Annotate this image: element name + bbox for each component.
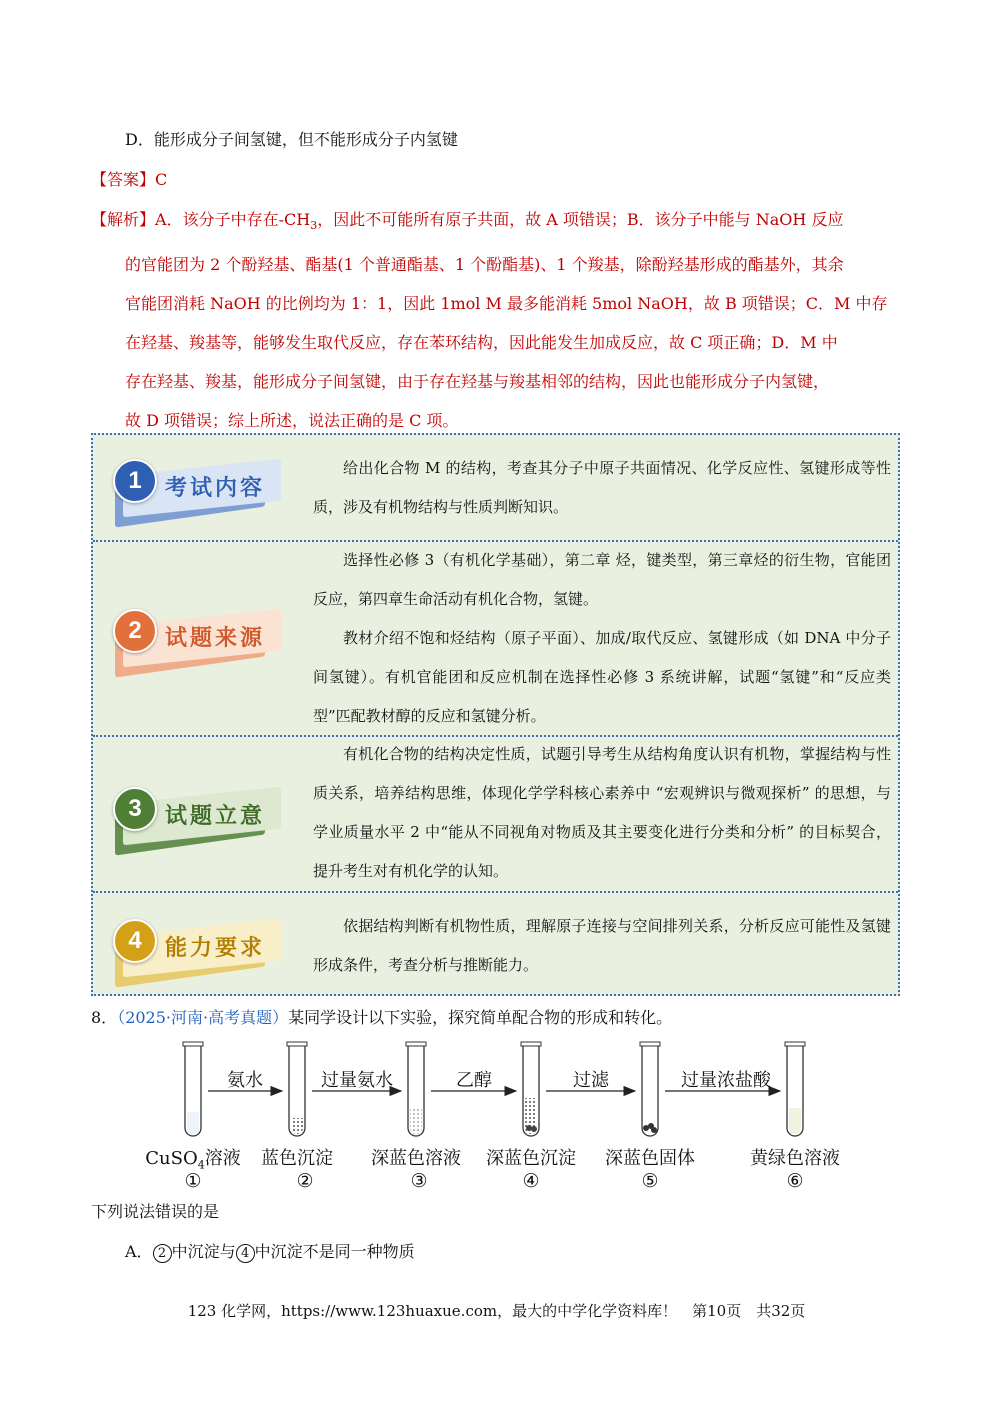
tube-1 (183, 1042, 203, 1136)
question-source: （2025·河南·高考真题） (117, 1008, 289, 1027)
circled-number: 4 (236, 1244, 255, 1263)
row-text-question-intent (313, 735, 891, 891)
row-text-question-source (313, 541, 891, 736)
badge-label: 试题来源 (165, 625, 266, 651)
tube-label-2: 蓝色沉淀 (261, 1148, 333, 1169)
option-a-text-2: 中沉淀不是同一种物质 (254, 1242, 415, 1261)
row-text-ability-requirement (313, 907, 891, 985)
page-footer: 123 化学网，https://www.123huaxue.com，最大的中学化学资料库！ 第10页 共32页 (187, 1302, 806, 1320)
badge-label: 考试内容 (165, 475, 266, 501)
tube-number-2: ② (296, 1170, 314, 1192)
tube-number-5: ⑤ (641, 1170, 659, 1192)
explanation-line-1b: ，因此不可能所有原子共面，故 A 项错误；B．该分子中能与 NaOH 反应 (317, 210, 844, 229)
tube-label-6: 黄绿色溶液 (750, 1148, 840, 1169)
explanation-line-1a: A．该分子中存在-CH (155, 210, 311, 229)
tube-label-3: 深蓝色溶液 (371, 1148, 461, 1169)
arrow-label-3: 乙醇 (456, 1070, 492, 1091)
option-a (125, 1242, 415, 1263)
explanation-line-6: 故 D 项错误；综上所述，说法正确的是 C 项。 (125, 411, 459, 431)
explanation-line-4: 在羟基、羧基等，能够发生取代反应，存在苯环结构，因此能发生加成反应，故 C 项正确；D．M 中 (125, 333, 838, 353)
answer-value: C (155, 170, 168, 189)
tube-5 (640, 1042, 660, 1136)
question-prompt: 下列说法错误的是 (91, 1202, 220, 1221)
question-8 (91, 1008, 672, 1028)
arrow-label-1: 氨水 (227, 1070, 263, 1091)
row-paragraph: 有机化合物的结构决定性质，试题引导考生从结构角度认识有机物，掌握结构与性质关系，培养结构思维，体现化学学科核心素养中 “宏观辨识与微观探析” 的思想，与学业质量水平 2 中“能从不同视角对物质及其主要变化进行分类和分析” 的目标契合，提升考生对有机化学的认知。 (313, 745, 891, 880)
tube-label-4: 深蓝色沉淀 (486, 1148, 576, 1169)
arrow-label-2: 过量氨水 (321, 1070, 393, 1091)
answer-tag: 【答案】 (91, 170, 156, 189)
tube-number-4: ④ (522, 1170, 540, 1192)
tube-label-sub: 4 (197, 1158, 205, 1172)
row-divider (93, 891, 898, 893)
arrow-label-4: 过滤 (573, 1070, 609, 1091)
tube-label-main: CuSO (145, 1148, 198, 1169)
option-a-prefix: A． (125, 1242, 153, 1261)
row-paragraph: 选择性必修 3（有机化学基础），第二章 烃，键类型，第三章烃的衍生物，官能团反应，第四章生命活动有机化合物，氢键。 (313, 551, 891, 608)
arrow-label-5: 过量浓盐酸 (681, 1070, 771, 1091)
explanation (91, 200, 901, 440)
tube-number-3: ③ (410, 1170, 428, 1192)
explanation-line-5: 存在羟基、羧基，能形成分子间氢键，由于存在羟基与羧基相邻的结构，因此也能形成分子内氢键， (125, 372, 830, 392)
badge-ability-requirement (113, 915, 281, 975)
badge-label: 试题立意 (165, 803, 266, 829)
question-number: 8． (91, 1008, 118, 1027)
badge-question-intent (113, 783, 281, 843)
tube-number-1: ① (184, 1170, 202, 1192)
badge-question-source (113, 605, 281, 665)
badge-exam-content (113, 455, 281, 515)
tube-label-5: 深蓝色固体 (605, 1148, 695, 1169)
ch3-subscript: 3 (310, 219, 318, 233)
explanation-line-2: 的官能团为 2 个酚羟基、酯基(1 个普通酯基、1 个酚酯基)、1 个羧基，除酚羟基形成的酯基外，其余 (125, 255, 844, 275)
analysis-box (91, 433, 900, 996)
answer-line (91, 170, 167, 190)
badge-number: 4 (113, 919, 157, 963)
tube-3 (406, 1042, 426, 1136)
explanation-tag: 【解析】 (91, 210, 156, 229)
tube-number-6: ⑥ (786, 1170, 804, 1192)
badge-number: 2 (113, 609, 157, 653)
tube-6 (785, 1042, 805, 1136)
row-text-exam-content (313, 449, 891, 527)
badge-label: 能力要求 (165, 935, 266, 961)
row-paragraph: 给出化合物 M 的结构，考查其分子中原子共面情况、化学反应性、氢键形成等性质，涉及有机物结构与性质判断知识。 (313, 459, 891, 516)
option-a-text-1: 中沉淀与 (171, 1242, 236, 1261)
tube-label-1 (145, 1144, 240, 1172)
option-d: D．能形成分子间氢键，但不能形成分子内氢键 (125, 130, 458, 149)
tube-2 (287, 1042, 307, 1136)
badge-number: 3 (113, 787, 157, 831)
circled-number: 2 (153, 1244, 172, 1263)
row-paragraph: 依据结构判断有机物性质，理解原子连接与空间排列关系，分析反应可能性及氢键形成条件，考查分析与推断能力。 (313, 917, 891, 974)
tube-4 (521, 1042, 541, 1136)
badge-number: 1 (113, 459, 157, 503)
explanation-line-3: 官能团消耗 NaOH 的比例均为 1：1，因此 1mol M 最多能消耗 5mol NaOH，故 B 项错误；C．M 中存 (125, 294, 888, 314)
row-paragraph: 教材介绍不饱和烃结构（原子平面）、加成/取代反应、氢键形成（如 DNA 中分子间氢键）。有机官能团和反应机制在选择性必修 3 系统讲解，试题“氢键”和“反应类型”匹配教材醇的反应和氢键分析。 (313, 629, 891, 725)
question-stem: 某同学设计以下实验，探究简单配合物的形成和转化。 (288, 1008, 673, 1027)
tube-label-tail: 溶液 (204, 1148, 241, 1169)
